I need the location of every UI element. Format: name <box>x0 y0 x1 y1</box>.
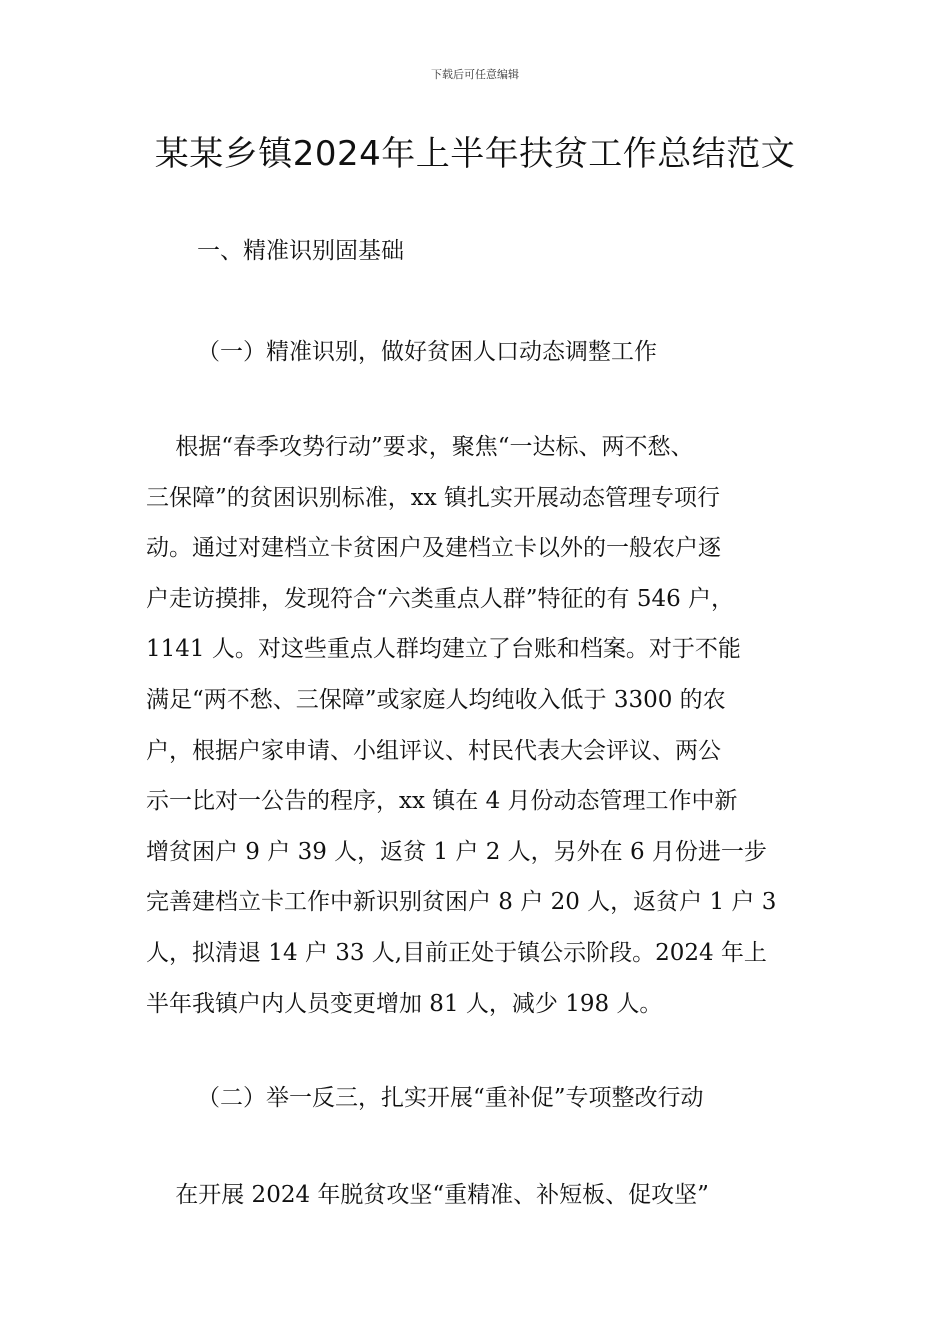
paragraph-line: 根据“春季攻势行动”要求，聚焦“一达标、两不愁、 <box>146 434 694 460</box>
subsection-heading-2: （二）举一反三，扎实开展“重补促”专项整改行动 <box>197 1085 704 1111</box>
paragraph-line: 户，根据户家申请、小组评议、村民代表大会评议、两公 <box>146 737 721 764</box>
subsection-heading-1: （一）精准识别，做好贫困人口动态调整工作 <box>197 339 657 365</box>
document-title: 某某乡镇2024年上半年扶贫工作总结范文 <box>154 134 796 174</box>
paragraph-1 <box>146 422 836 1029</box>
paragraph-line: 增贫困户 9 户 39 人，返贫 1 户 2 人，另外在 6 月份进一步 <box>146 838 767 865</box>
paragraph-line: 半年我镇户内人员变更增加 81 人，减少 198 人。 <box>146 990 663 1017</box>
paragraph-2 <box>146 1170 836 1221</box>
paragraph-line: 在开展 2024 年脱贫攻坚“重精准、补短板、促攻坚” <box>146 1182 709 1208</box>
section-heading-1: 一、精准识别固基础 <box>197 238 404 264</box>
header-note: 下载后可任意编辑 <box>431 68 519 81</box>
paragraph-line: 三保障”的贫困识别标准，xx 镇扎实开展动态管理专项行 <box>146 484 721 511</box>
paragraph-line: 1141 人。对这些重点人群均建立了台账和档案。对于不能 <box>146 636 741 663</box>
paragraph-line: 满足“两不愁、三保障”或家庭人均纯收入低于 3300 的农 <box>146 686 726 713</box>
paragraph-line: 动。通过对建档立卡贫困户及建档立卡以外的一般农户逐 <box>146 535 721 562</box>
paragraph-line: 完善建档立卡工作中新识别贫困户 8 户 20 人，返贫户 1 户 3 <box>146 889 777 916</box>
paragraph-line: 户走访摸排，发现符合“六类重点人群”特征的有 546 户， <box>146 585 735 612</box>
paragraph-line: 示一比对一公告的程序，xx 镇在 4 月份动态管理工作中新 <box>146 788 738 815</box>
paragraph-line: 人，拟清退 14 户 33 人,目前正处于镇公示阶段。2024 年上 <box>146 939 767 966</box>
